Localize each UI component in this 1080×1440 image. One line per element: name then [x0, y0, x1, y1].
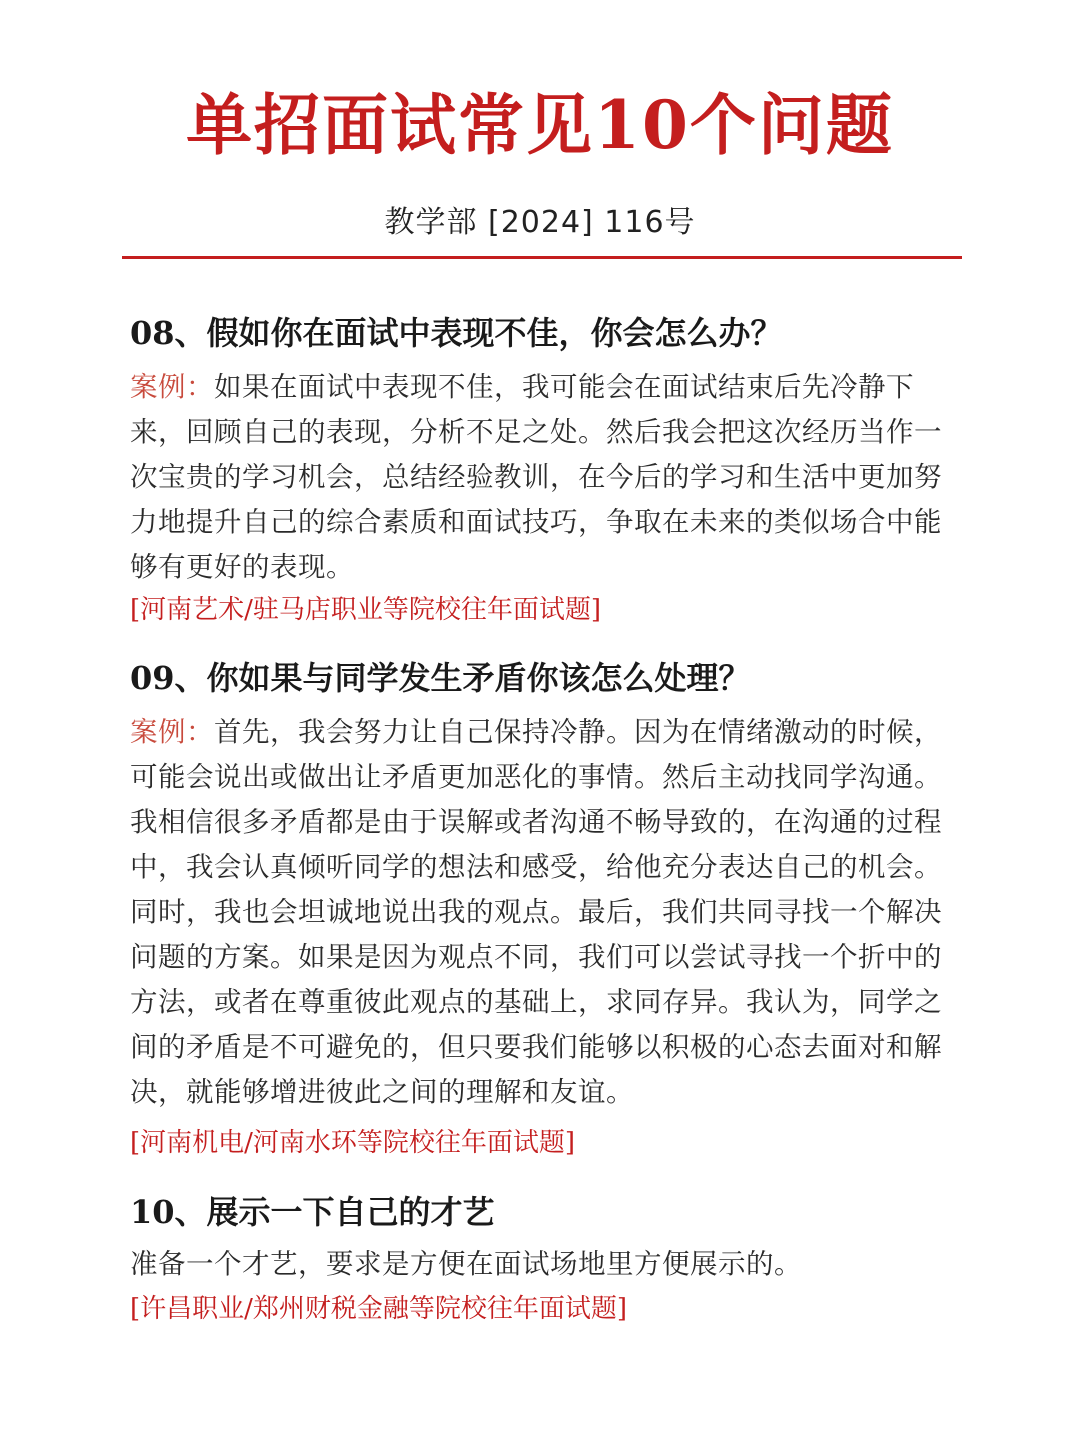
question-heading: 08、假如你在面试中表现不佳，你会怎么办？: [130, 314, 783, 352]
answer-text: [130, 365, 950, 590]
answer-body: 首先，我会努力让自己保持冷静。因为在情绪激动的时候，可能会说出或做出让矛盾更加恶化的事情。然后主动找同学沟通。我相信很多矛盾都是由于误解或者沟通不畅导致的，在沟通的过程中，我会认真倾听同学的想法和感受，给他充分表达自己的机会。同时，我也会坦诚地说出我的观点。最后，我们共同寻找一个解决问题的方案。如果是因为观点不同，我们可以尝试寻找一个折中的方法，或者在尊重彼此观点的基础上，求同存异。我认为，同学之间的矛盾是不可避免的，但只要我们能够以积极的心态去面对和解决，就能够增进彼此之间的理解和友谊。: [130, 716, 942, 1108]
question-section-10: [130, 1190, 950, 1329]
question-heading: 10、展示一下自己的才艺: [130, 1193, 495, 1231]
case-label: 案例：: [130, 716, 214, 748]
question-section-09: [130, 656, 950, 1163]
document-number: 教学部 [2024] 116号: [384, 205, 696, 240]
source-note: [河南机电/河南水环等院校往年面试题]: [130, 1128, 576, 1158]
answer-body: 如果在面试中表现不佳，我可能会在面试结束后先冷静下来，回顾自己的表现，分析不足之处。然后我会把这次经历当作一次宝贵的学习机会，总结经验教训，在今后的学习和生活中更加努力地提升自己的综合素质和面试技巧，争取在未来的类似场合中能够有更好的表现。: [130, 371, 942, 583]
title-divider: [122, 256, 962, 259]
page-title: 单招面试常见10个问题: [186, 86, 894, 164]
case-label: 案例：: [130, 371, 214, 403]
answer-text: 准备一个才艺，要求是方便在面试场地里方便展示的。: [130, 1248, 802, 1280]
source-note: [许昌职业/郑州财税金融等院校往年面试题]: [130, 1294, 628, 1324]
answer-text: [130, 710, 950, 1115]
question-section-08: [130, 311, 950, 630]
source-note: [河南艺术/驻马店职业等院校往年面试题]: [130, 595, 602, 625]
question-heading: 09、你如果与同学发生矛盾你该怎么处理？: [130, 659, 751, 697]
